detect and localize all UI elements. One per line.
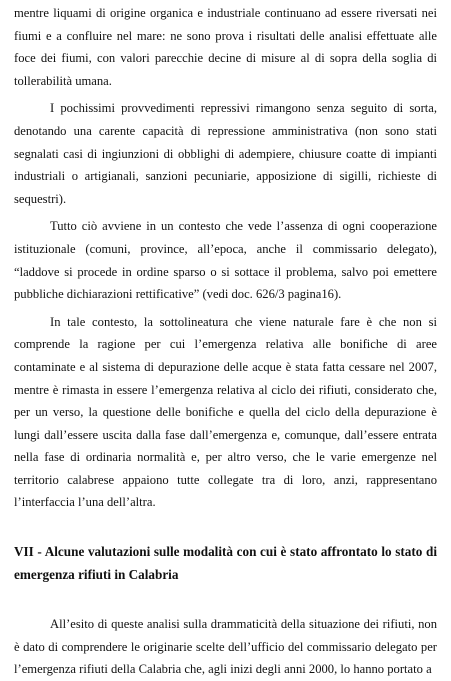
paragraph-closing: All’esito di queste analisi sulla drammaticità della situazione dei rifiuti, non è dato di comprendere le originarie scelte dell’ufficio del commissario delegato per l’emergenza rifiuti della Calabria che, agli inizi degli anni 2000, lo hanno portato a <box>14 617 437 677</box>
paragraph-repressive-measures: I pochissimi provvedimenti repressivi rimangono senza seguito di sorta, denotando una carente capacità di repressione amministrativa (non sono stati segnalati casi di ingiunzioni di obblighi di adempiere, chiusure coatte di impianti industriali o artigianali, sanzioni pecuniarie, apposizione di sigilli, richieste di sequestri). <box>14 101 437 206</box>
paragraph-continuation: mentre liquami di origine organica e industriale continuano ad essere riversati nei fiumi e a confluire nel mare: ne sono prova i risultati delle analisi effettuate alle foce dei fiumi, con valori parecchie decine di misure al di sopra della soglia di tollerabilità umana. <box>14 6 437 88</box>
section-heading: VII - Alcune valutazioni sulle modalità con cui è stato affrontato lo stato di emergenza rifiuti in Calabria <box>14 544 437 583</box>
paragraph-institutional-cooperation: Tutto ciò avviene in un contesto che vede l’assenza di ogni cooperazione istituzionale (comuni, province, all’epoca, anche il commissario delegato), “laddove si procede in ordine sparso o si sottace il problema, salvo poi emettere pubbliche dichiarazioni rettificative” (vedi doc. 626/3 pagina16). <box>14 219 437 302</box>
paragraph-emergency-context: In tale contesto, la sottolineatura che viene naturale fare è che non si comprende la ragione per cui l’emergenza relativa alle bonifiche di aree contaminate e al sistema di depurazione delle acque è stata fatta cessare nel 2007, mentre è rimasta in essere l’emergenza relativa al ciclo dei rifiuti, considerato che, per un verso, la questione delle bonifiche e quella del ciclo della depurazione è lungi dall’essere uscita dalla fase dall’emergenza e, comunque, dall’essere entrata nella fase di ordinaria normalità e, per altro verso, che le varie emergenze nel territorio calabrese appaiono tutte collegate tra di loro, anzi, rappresentano l’interfaccia l’una dell’altra. <box>14 314 437 510</box>
